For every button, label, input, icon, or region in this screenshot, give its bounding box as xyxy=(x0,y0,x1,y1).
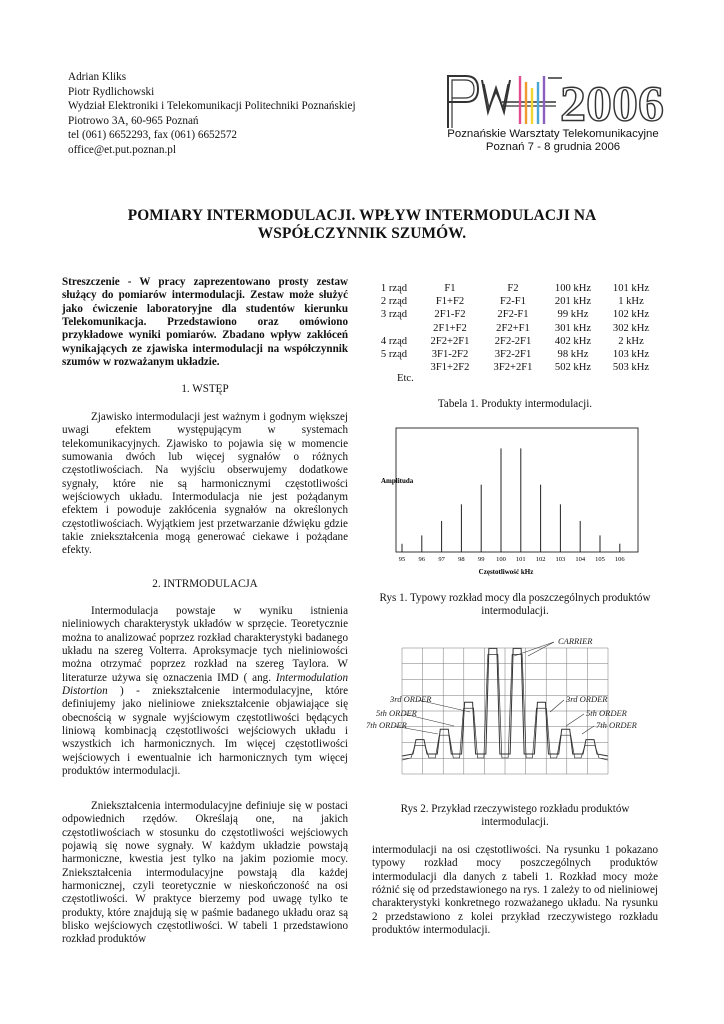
conference-name: Poznańskie Warsztaty Telekomunikacyjne xyxy=(447,128,659,140)
paragraph-text: ) - zniekształcenie intermodulacyjne, które definiujemy jako nieliniowe zniekształcenie objawiające się obecnością w sygnale wyjściowym częstotliwości będących liniową kombinacją częstotliwości wejściowych układu i wszystkich ich harmonicznych. Im więcej częstotliwości wejściowych i ewentualnie ich harmonicznych tym więcej produktów intermodulacji. xyxy=(62,685,348,778)
figure-caption: Rys 1. Typowy rozkład mocy dla poszczególnych produktów intermodulacji. xyxy=(379,592,651,618)
annotation-label: 3rd ORDER xyxy=(566,694,608,704)
table-cell: 3 rząd xyxy=(380,309,408,321)
conference-logo xyxy=(438,62,668,158)
table-cell: 1 rząd xyxy=(380,283,408,295)
table-etc: Etc. xyxy=(397,373,414,384)
table-row xyxy=(372,282,658,295)
paragraph: intermodulacji na osi częstotliwości. Na rysunku 1 pokazano typowy rozkład mocy poszczególnych produktów intermodulacji dla danych z tabeli 1. Rozkład mocy może różnić się od przedstawionego na rys. 1 zależy to od nieliniowej charakterystyki konkretnego rozważanego układu. Na rysunku 2 przedstawiono z kolei przykład rzeczywistego rozkładu produktów intermodulacji. xyxy=(372,844,658,937)
table-cell: 2 kHz xyxy=(618,335,644,347)
annotation-label: 7th ORDER xyxy=(596,720,637,730)
table-cell: 2F2-F1 xyxy=(497,309,529,321)
table-row xyxy=(372,335,658,348)
table-row xyxy=(372,295,658,308)
table-cell: 2F2+F1 xyxy=(496,322,530,334)
x-tick-label: 97 xyxy=(438,556,445,563)
table-cell: 2F2-2F1 xyxy=(494,335,532,347)
paper-title xyxy=(80,207,644,243)
annotation-label: 5th ORDER xyxy=(376,708,417,718)
table-cell: 103 kHz xyxy=(612,349,650,361)
section-heading: 1. WSTĘP xyxy=(181,383,229,395)
table-row xyxy=(372,348,658,361)
paragraph xyxy=(62,605,348,778)
intermodulation-table xyxy=(372,282,658,374)
pwt-logo-icon xyxy=(438,62,668,132)
table-cell: 2F2+2F1 xyxy=(430,335,470,347)
x-tick-label: 98 xyxy=(458,556,465,563)
phone: tel (061) 6652293, fax (061) 6652572 xyxy=(68,129,238,142)
table-cell: 98 kHz xyxy=(557,349,589,361)
table-cell: 301 kHz xyxy=(554,322,592,334)
conference-dates: Poznań 7 - 8 grudnia 2006 xyxy=(485,141,621,153)
table-row xyxy=(372,361,658,374)
paragraph-text: Intermodulacja powstaje w wyniku istnienia nieliniowych charakterystyk układów w sprzęcie. Teoretycznie można to analizować poprzez rozkład charakterystyki badanego układu na szereg Volterra. Aproksymacje tych nieliniowości można otrzymać poprzez rozkład na szereg Taylora. W literaturze używa się oznaczenia IMD ( ang. xyxy=(62,605,348,684)
table-cell: F2-F1 xyxy=(500,296,526,308)
table-row xyxy=(372,308,658,321)
table-cell: 502 kHz xyxy=(554,362,592,374)
table-cell: 102 kHz xyxy=(612,309,650,321)
figure-1-chart xyxy=(370,424,640,584)
table-caption: Tabela 1. Produkty intermodulacji. xyxy=(437,398,593,410)
email: office@et.put.poznan.pl xyxy=(68,143,176,156)
x-tick-label: 96 xyxy=(418,556,426,563)
table-cell: 302 kHz xyxy=(612,322,650,334)
section-heading: 2. INTRMODULACJA xyxy=(152,578,258,590)
table-cell: 3F2-2F1 xyxy=(494,349,532,361)
table-cell: 503 kHz xyxy=(612,362,650,374)
x-tick-label: 103 xyxy=(555,556,566,563)
table-cell: F1 xyxy=(444,283,456,295)
figure-caption: Rys 2. Przykład rzeczywistego rozkładu produktów intermodulacji. xyxy=(400,803,630,829)
term-italic: Intermodulation Distortion xyxy=(62,671,348,698)
x-tick-label: 95 xyxy=(398,556,406,563)
paragraph: Zniekształcenia intermodulacyjne definiuje się w postaci odpowiednich rzędów. Określają one, na jakich częstotliwościach w stosunku do częstotliwości wejściowych pojawią się nowe sygnały. W każdym układzie powstają harmoniczne, kwestia jest tylko na jakim poziomie mocy. Zniekształcenia intermodulacyjne powstają dla każdej harmonicznej, czyli teoretycznie w nieskończoność na osi częstotliwości. W praktyce bierzemy pod uwagę tylko te produkty, które znajdują się w paśmie badanego układu oraz są blisko wejściowych częstotliwości. W tabeli 1 przedstawiono rozkład produktów xyxy=(62,800,348,946)
annotation-label: 7th ORDER xyxy=(366,720,407,730)
table-cell: 100 kHz xyxy=(554,283,592,295)
table-row xyxy=(372,322,658,335)
x-tick-label: 101 xyxy=(515,556,526,563)
annotation-label: CARRIER xyxy=(558,636,593,646)
table-cell: 201 kHz xyxy=(554,296,592,308)
abstract: Streszczenie - W pracy zaprezentowano prosty zestaw służący do pomiarów intermodulacji. Zestaw może służyć jako ćwiczenie laboratoryjne dla studentów kierunku Telekomunikacja. Przedstawiono oraz omówiono przykładowe wyniki pomiarów. Zbadano wpływ zakłóceń wynikających ze zjawiska intermodulacji na współczynnik szumów w rozważanym układzie. xyxy=(62,276,348,369)
table-cell: 3F1-2F2 xyxy=(431,349,469,361)
annotation-label: 5th ORDER xyxy=(586,708,627,718)
table-cell: 402 kHz xyxy=(554,335,592,347)
table-cell: 99 kHz xyxy=(557,309,589,321)
y-axis-label: Amplituda xyxy=(381,477,414,485)
x-tick-label: 106 xyxy=(614,556,625,563)
x-tick-label: 105 xyxy=(595,556,605,563)
table-cell: 1 kHz xyxy=(618,296,644,308)
title-line: WSPÓŁCZYNNIK SZUMÓW. xyxy=(257,225,467,242)
author-name: Adrian Kliks xyxy=(68,71,127,83)
figure-2-chart xyxy=(366,630,652,790)
x-tick-label: 99 xyxy=(477,556,485,563)
author-block xyxy=(68,70,356,158)
paragraph: Zjawisko intermodulacji jest ważnym i godnym większej uwagi efektem występującym w systemach telekomunikacyjnych. Zjawisko to pojawia się w momencie sumowania dwóch lub więcej sygnałów o różnych częstotliwościach. Na wyjściu obserwujemy dodatkowe sygnały, które nie są harmonicznymi częstotliwości wejściowych układu. Intermodulacja nie jest pożądanym efektem i powoduje zakłócenia sygnałów na określonych częstotliwościach. Wyjątkiem jest przetwarzanie dźwięku gdzie takie zniekształcenia mogą generować ciekawe i pożądane efekty. xyxy=(62,411,348,557)
table-cell: 2F1-F2 xyxy=(434,309,466,321)
table-cell: 5 rząd xyxy=(380,349,408,361)
table-cell xyxy=(372,322,416,335)
plot-frame xyxy=(396,428,638,552)
title-line: POMIARY INTERMODULACJI. WPŁYW INTERMODULACJI NA xyxy=(127,207,597,224)
x-tick-label: 100 xyxy=(496,556,506,563)
table-cell: 2F1+F2 xyxy=(433,322,467,334)
table-cell: 3F2+2F1 xyxy=(493,362,533,374)
address: Piotrowo 3A, 60-965 Poznań xyxy=(68,114,199,127)
table-cell: 3F1+2F2 xyxy=(430,362,470,374)
annotation-label: 3rd ORDER xyxy=(390,694,432,704)
logo-year: 2006 xyxy=(560,75,664,131)
affiliation: Wydział Elektroniki i Telekomunikacji Politechniki Poznańskiej xyxy=(68,100,356,113)
x-tick-label: 104 xyxy=(575,556,586,563)
table-cell: 101 kHz xyxy=(612,283,650,295)
table-cell: F1+F2 xyxy=(435,296,465,308)
x-axis-label: Częstotliwość kHz xyxy=(478,568,534,576)
table-cell: 2 rząd xyxy=(380,296,408,308)
author-name: Piotr Rydlichowski xyxy=(68,85,155,98)
table-cell: 4 rząd xyxy=(380,335,408,347)
table-cell: F2 xyxy=(507,283,519,295)
x-tick-label: 102 xyxy=(535,556,546,563)
